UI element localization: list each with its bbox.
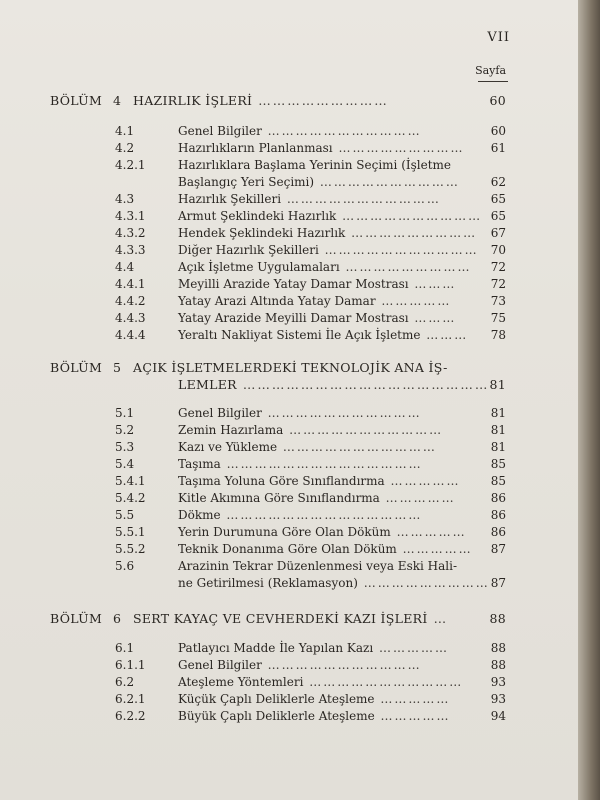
toc-entry-title [178,258,472,276]
toc-entry [0,156,578,174]
leader-dots: …………………………… [283,423,444,437]
leader-dots: ……………………… [252,93,389,108]
page-number: 87 [490,576,506,590]
section-number: 5.6 [115,559,135,573]
toc-entry-title [178,540,473,558]
leader-dots: …………… [384,474,461,488]
toc-entry-title [178,639,466,657]
toc-entry-text: Yatay Arazi Altında Yatay Damar [178,294,376,308]
toc-entry [0,122,578,140]
toc-entry [0,404,578,422]
toc-entry [0,639,578,657]
page-number: 86 [490,508,506,522]
section-number: 6.1 [115,641,135,655]
toc-entry-text: HAZIRLIK İŞLERİ [133,93,253,108]
toc-entry-text: Yeraltı Nakliyat Sistemi İle Açık İşletme [178,328,421,342]
leader-dots: …………… [390,525,467,539]
section-number: 6.2.1 [115,692,146,706]
toc-entry-title [178,506,466,524]
page-number: 72 [490,277,506,291]
toc-entry-title [178,656,466,674]
toc-entry [0,673,578,691]
page-number: 88 [490,658,506,672]
leader-dots: …………………………………………… [236,377,490,392]
toc-entry-text: Genel Bilgiler [178,124,262,138]
page-number: 81 [489,377,506,392]
toc-entry-title [178,438,466,456]
toc-entry [0,173,578,191]
page-number: 62 [490,175,506,189]
leader-dots: ……… [408,311,457,325]
toc-entry [0,557,578,575]
leader-dots: ………………………… [314,175,460,189]
toc-entry [0,224,578,242]
section-number: 5.4.2 [115,491,146,505]
toc-entry-title [178,455,466,473]
toc-entry-text: Başlangıç Yeri Seçimi) [178,175,315,189]
chapter-label: BÖLÜM [50,93,103,108]
leader-dots: ……………………… [339,260,472,274]
toc-entry-title [178,574,490,592]
toc-entry [0,190,578,208]
section-number: 4.4.1 [115,277,146,291]
page-number: 86 [490,525,506,539]
page-number: 72 [490,260,506,274]
section-number: 4.3 [115,192,135,206]
section-number: 5.2 [115,423,135,437]
leader-dots: …………… [374,692,451,706]
toc-entry [0,421,578,439]
toc-entry-text: Patlayıcı Madde İle Yapılan Kazı [178,641,374,655]
section-number: 4.1 [115,124,135,138]
toc-entry-text: Açık İşletme Uygulamaları [178,260,340,274]
chapter-label: BÖLÜM [50,611,103,626]
page-number: 85 [490,474,506,488]
page-number: 81 [490,423,506,437]
section-number: 5.5.2 [115,542,146,556]
section-number: 4.4.2 [115,294,146,308]
section-number: 6.2.2 [115,709,146,723]
chapter-number: 5 [113,360,122,375]
chapter-label: BÖLÜM [50,360,103,375]
toc-entry-title [178,173,466,191]
toc-entry [0,326,578,344]
section-number: 6.2 [115,675,135,689]
page-number: 81 [490,440,506,454]
toc-entry-title [133,92,466,110]
toc-entry [0,540,578,558]
page-number: 88 [490,641,506,655]
toc-entry [0,656,578,674]
toc-entry-text: Teknik Donanıma Göre Olan Döküm [178,542,397,556]
toc-entry-title [178,707,466,725]
page-number: 78 [490,328,506,342]
column-label-underline [478,81,508,82]
toc-entry-title [178,292,466,310]
toc-entry-text: Büyük Çaplı Deliklerle Ateşleme [178,709,375,723]
section-number: 5.5.1 [115,525,146,539]
toc-entry [0,139,578,157]
section-number: 4.4.4 [115,328,146,342]
chapter-number: 6 [113,611,122,626]
toc-entry [0,574,578,592]
leader-dots: ……… [420,328,469,342]
leader-dots: …………… [379,491,456,505]
toc-entry-text: Kitle Akımına Göre Sınıflandırma [178,491,380,505]
section-number: 4.3.3 [115,243,146,257]
toc-entry-text: Ateşleme Yöntemleri [178,675,304,689]
toc-entry-title [178,376,490,394]
toc-entry [0,489,578,507]
toc-entry [0,610,578,628]
section-number: 4.2.1 [115,158,146,172]
toc-entry-text: Küçük Çaplı Deliklerle Ateşleme [178,692,375,706]
page-number: 88 [489,611,506,626]
page-number: 81 [490,406,506,420]
toc-entry-text: Hazırlık Şekilleri [178,192,282,206]
leader-dots: …………………………… [303,675,464,689]
page-number: 65 [490,192,506,206]
section-number: 4.4 [115,260,135,274]
toc-entry [0,292,578,310]
page-roman-numeral: VII [487,30,510,45]
section-number: 5.5 [115,508,135,522]
leader-dots: …………………………… [261,658,422,672]
toc-entry-title [178,190,466,208]
toc-entry-title [178,207,483,225]
toc-entry-text: ne Getirilmesi (Reklamasyon) [178,576,358,590]
toc-entry-title [178,673,466,691]
section-number: 5.1 [115,406,135,420]
leader-dots: …………………………………… [220,508,423,522]
page-number: 60 [489,93,506,108]
toc-entry [0,455,578,473]
page-edge-shadow [578,0,600,800]
page-number: 86 [490,491,506,505]
page-number: 93 [490,692,506,706]
leader-dots: …………………………… [281,192,441,206]
section-number: 4.2 [115,141,135,155]
page-number: 65 [490,209,506,223]
section-number: 6.1.1 [115,658,146,672]
chapter-number: 4 [113,93,122,108]
toc-entry-text: Arazinin Tekrar Düzenlenmesi veya Eski Hali- [178,559,457,573]
toc-entry [0,472,578,490]
toc-entry-text: Kazı ve Yükleme [178,440,278,454]
toc-entry-title [178,275,466,293]
page-number: 67 [490,226,506,240]
toc-entry-title [178,523,466,541]
toc-entry-title [178,309,466,327]
leader-dots: …………… [375,294,452,308]
page-column-label: Sayfa [475,64,506,77]
section-number: 4.3.2 [115,226,146,240]
toc-entry [0,690,578,708]
toc-entry-title [178,690,466,708]
leader-dots: …………………………… [261,124,422,138]
leader-dots: ……………………… [332,141,465,155]
leader-dots: …………………………… [277,440,437,454]
toc-entry [0,523,578,541]
toc-entry-title [178,472,466,490]
toc-entry-text: Diğer Hazırlık Şekilleri [178,243,319,257]
toc-entry [0,707,578,725]
leader-dots: ………………………… [336,209,483,223]
toc-entry-title [178,557,506,575]
toc-entry [0,376,578,394]
toc-entry-title [178,241,479,259]
page-number: 93 [490,675,506,689]
page-number: 94 [490,709,506,723]
toc-entry-title [178,404,466,422]
section-number: 4.4.3 [115,311,146,325]
toc-entry-text: Taşıma [178,457,221,471]
toc-entry [0,92,578,110]
page-number: 70 [490,243,506,257]
toc-entry [0,258,578,276]
toc-entry [0,275,578,293]
toc-entry-text: Genel Bilgiler [178,406,262,420]
leader-dots: …………… [374,709,451,723]
toc-entry [0,438,578,456]
toc-entry-title [178,421,466,439]
toc-entry [0,506,578,524]
toc-entry [0,309,578,327]
toc-entry-title [178,326,469,344]
toc-entry-text: Zemin Hazırlama [178,423,284,437]
leader-dots: … [427,611,449,626]
toc-entry [0,359,578,377]
toc-entry-title [178,122,466,140]
leader-dots: …………… [396,542,473,556]
toc-entry-title [178,139,466,157]
toc-entry-text: Taşıma Yoluna Göre Sınıflandırma [178,474,385,488]
toc-entry-text: Dökme [178,508,221,522]
leader-dots: …………………………… [318,243,479,257]
toc-entry-text: Hazırlıklara Başlama Yerinin Seçimi (İşletme [178,158,452,172]
section-number: 4.3.1 [115,209,146,223]
section-number: 5.3 [115,440,135,454]
toc-entry-text: SERT KAYAÇ VE CEVHERDEKİ KAZI İŞLERİ [133,611,428,626]
page-number: 87 [490,542,506,556]
leader-dots: …………… [373,641,450,655]
toc-entry-text: Yerin Durumuna Göre Olan Döküm [178,525,391,539]
leader-dots: …………………………… [261,406,422,420]
toc-entry-text: Armut Şeklindeki Hazırlık [178,209,337,223]
toc-entry-text: Hendek Şeklindeki Hazırlık [178,226,346,240]
leader-dots: …………………………………… [220,457,423,471]
toc-entry-text: Yatay Arazide Meyilli Damar Mostrası [178,311,409,325]
toc-entry-text: Genel Bilgiler [178,658,262,672]
section-number: 5.4.1 [115,474,146,488]
toc-entry-title [178,489,466,507]
section-number: 5.4 [115,457,135,471]
toc-entry-title [133,359,506,377]
toc-entry [0,207,578,225]
page-number: 75 [490,311,506,325]
toc-entry-title [178,224,478,242]
page-number: 60 [490,124,506,138]
toc-entry-text: AÇIK İŞLETMELERDEKİ TEKNOLOJİK ANA İŞ- [133,360,448,375]
toc-entry-title [178,156,506,174]
page-number: 73 [490,294,506,308]
toc-entry-title [133,610,466,628]
leader-dots: ……………………… [345,226,478,240]
page-number: 85 [490,457,506,471]
toc-entry-text: Meyilli Arazide Yatay Damar Mostrası [178,277,409,291]
leader-dots: ……………………… [357,576,490,590]
toc-entry [0,241,578,259]
page-number: 61 [490,141,506,155]
leader-dots: ……… [408,277,457,291]
toc-entry-text: LEMLER [178,377,237,392]
toc-entry-text: Hazırlıkların Planlanması [178,141,333,155]
